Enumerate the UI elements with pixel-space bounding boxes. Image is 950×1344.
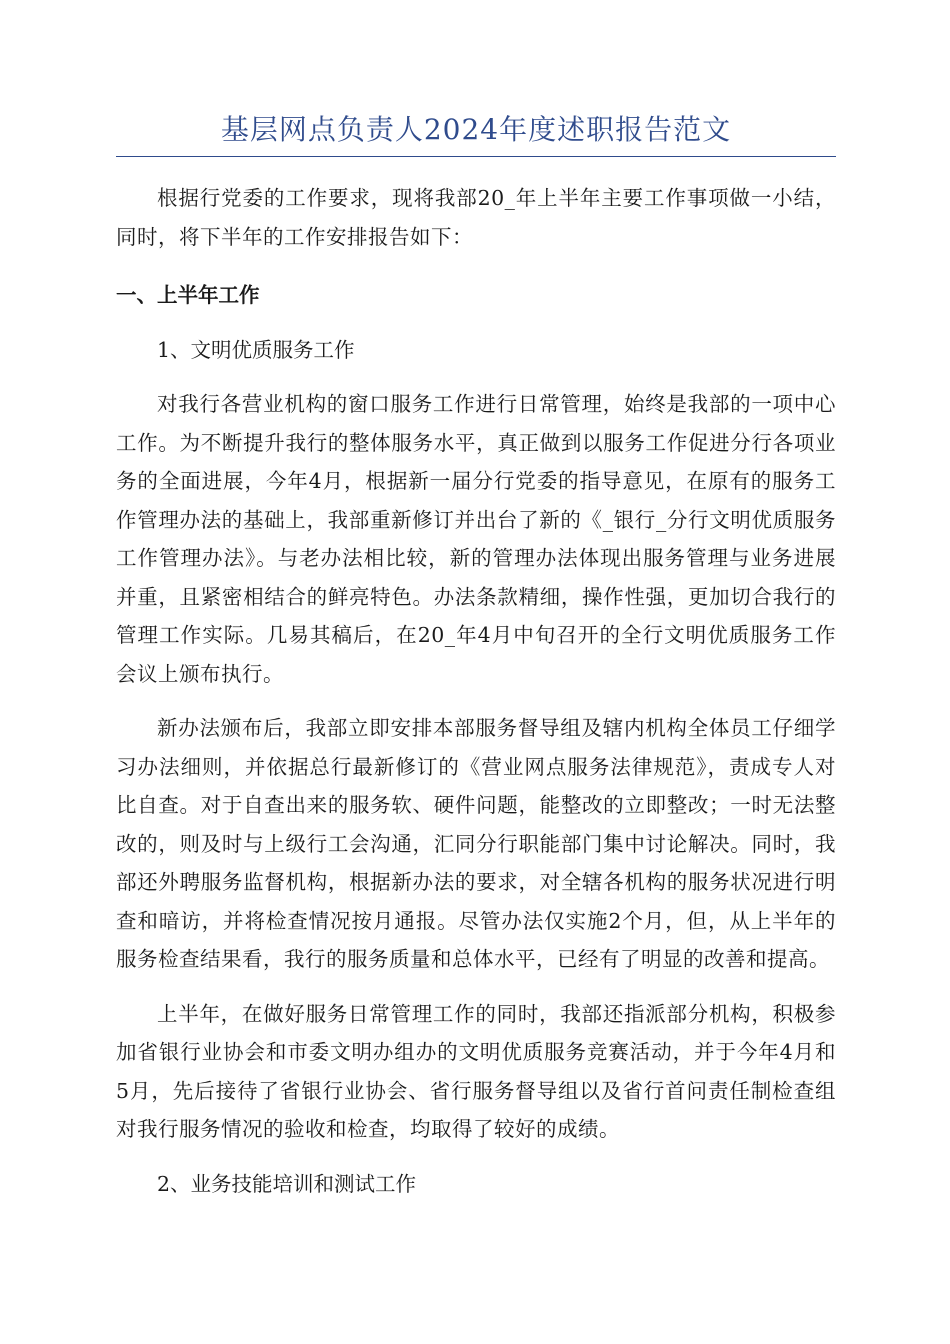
subsection-heading-1: 1、文明优质服务工作 [157,337,355,362]
body-paragraph: 新办法颁布后，我部立即安排本部服务督导组及辖内机构全体员工仔细学习办法细则，并依据总行最新修订的《营业网点服务法律规范》，责成专人对比自查。对于自查出来的服务软、硬件问题，能整改的立即整改；一时无法整改的，则及时与上级行工会沟通，汇同分行职能部门集中讨论解决。同时，我部还外聘服务监督机构，根据新办法的要求，对全辖各机构的服务状况进行明查和暗访，并将检查情况按月通报。尽管办法仅实施2个月，但，从上半年的服务检查结果看，我行的服务质量和总体水平，已经有了明显的改善和提高。 [116,716,836,971]
section-heading: 一、上半年工作 [116,283,260,307]
intro-paragraph: 根据行党委的工作要求，现将我部20_年上半年主要工作事项做一小结，同时，将下半年的工作安排报告如下： [116,186,836,249]
body-paragraph: 对我行各营业机构的窗口服务工作进行日常管理，始终是我部的一项中心工作。为不断提升我行的整体服务水平，真正做到以服务工作促进分行各项业务的全面进展，今年4月，根据新一届分行党委的指导意见，在原有的服务工作管理办法的基础上，我部重新修订并出台了新的《_银行_分行文明优质服务工作管理办法》。与老办法相比较，新的管理办法体现出服务管理与业务进展并重，且紧密相结合的鲜亮特色。办法条款精细，操作性强，更加切合我行的管理工作实际。几易其稿后，在20_年4月中旬召开的全行文明优质服务工作会议上颁布执行。 [116,392,836,686]
document-page [116,108,836,1203]
document-title: 基层网点负责人2024年度述职报告范文 [116,108,836,157]
subsection-heading-2: 2、业务技能培训和测试工作 [157,1171,417,1196]
body-paragraph: 上半年，在做好服务日常管理工作的同时，我部还指派部分机构，积极参加省银行业协会和市委文明办组办的文明优质服务竞赛活动，并于今年4月和5月，先后接待了省银行业协会、省行服务督导组以及省行首问责任制检查组对我行服务情况的验收和检查，均取得了较好的成绩。 [116,1001,836,1141]
